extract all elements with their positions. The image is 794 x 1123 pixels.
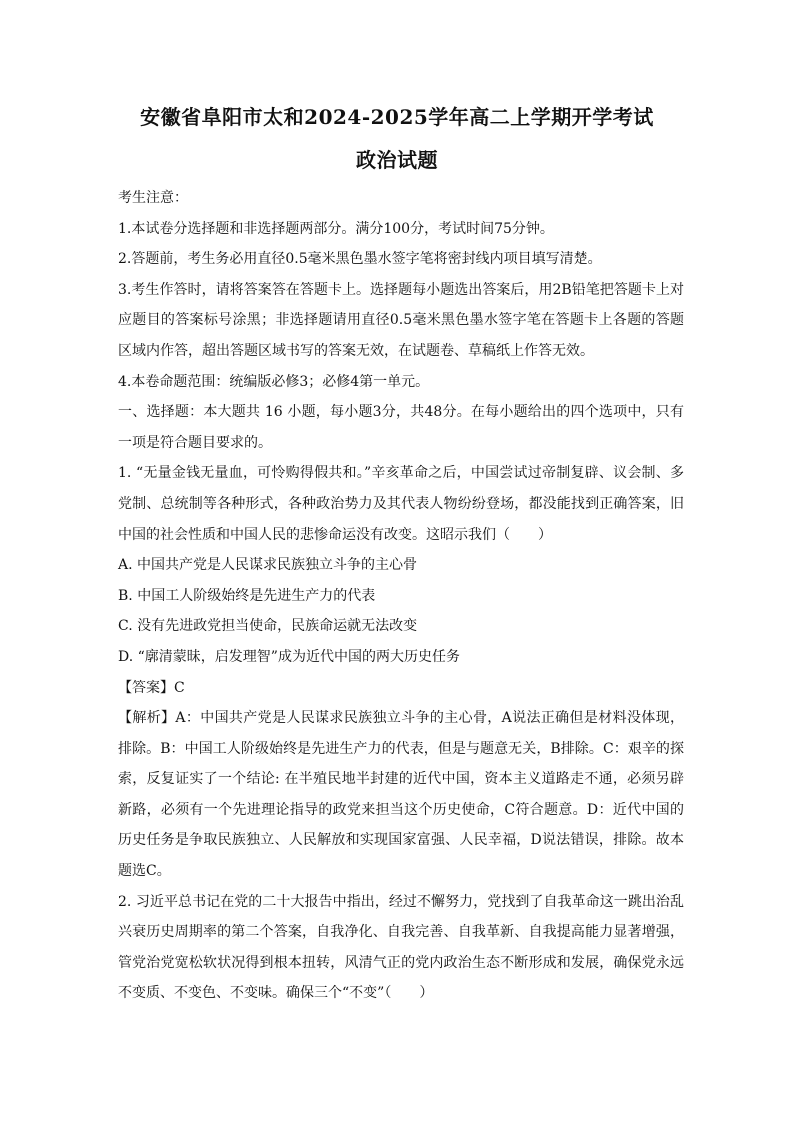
notice-item-3: 3.考生作答时，请将答案答在答题卡上。选择题每小题选出答案后，用2B铅笔把答题卡上对应题目的答案标号涂黑；非选择题请用直径0.5毫米黑色墨水签字笔在答题卡上各题的答题区域内作答，超出答题区域书写的答案无效，在试题卷、草稿纸上作答无效。	[118, 281, 684, 359]
document-title: 安徽省阜阳市太和2024-2025学年高二上学期开学考试	[140, 105, 654, 129]
notice-item-1: 1.本试卷分选择题和非选择题两部分。满分100分，考试时间75分钟。	[118, 220, 554, 237]
question-1-option-a: A. 中国共产党是人民谋求民族独立斗争的主心骨	[118, 557, 418, 574]
notice-item-4: 4.本卷命题范围：统编版必修3；必修4第一单元。	[118, 373, 430, 390]
notice-item-2: 2.答题前，考生务必用直径0.5毫米黑色墨水签字笔将密封线内项目填写清楚。	[118, 251, 602, 268]
section-heading: 一、选择题：本大题共 16 小题，每小题3分，共48分。在每小题给出的四个选项中，只有一项是符合题目要求的。	[118, 404, 684, 451]
question-1-option-b: B. 中国工人阶级始终是先进生产力的代表	[118, 587, 376, 604]
question-1-option-d: D. “廓清蒙昧，启发理智”成为近代中国的两大历史任务	[118, 648, 460, 665]
question-1-option-c: C. 没有先进政党担当使命，民族命运就无法改变	[118, 618, 418, 635]
question-1-answer: 【答案】C	[118, 679, 185, 696]
question-1-analysis: 【解析】A：中国共产党是人民谋求民族独立斗争的主心骨，A说法正确但是材料没体现，排除。B：中国工人阶级始终是先进生产力的代表，但是与题意无关，B排除。C：艰辛的探索，反复证实了一个结论: 在半殖民地半封建的近代中国，资本主义道路走不通，必须另辟新路，必须有一个先进理论指导的政党来担当这个历史使命，C符合题意。D：近代中国的历史任务是争取民族独立、人民解放和实现国家富强、人民幸福，D说法错误，排除。故本题选C。	[118, 710, 684, 880]
question-2-stem: 2. 习近平总书记在党的二十大报告中指出，经过不懈努力，党找到了自我革命这一跳出治乱兴衰历史周期率的第二个答案，自我净化、自我完善、自我革新、自我提高能力显著增强，管党治党宽松软状况得到根本扭转，风清气正的党内政治生态不断形成和发展，确保党永远不变质、不变色、不变味。确保三个“不变”（ ）	[118, 893, 684, 1002]
notice-heading: 考生注意：	[118, 190, 188, 206]
document-body	[118, 183, 684, 1009]
question-1-stem: 1. “无量金钱无量血，可怜购得假共和。”辛亥革命之后，中国尝试过帝制复辟、议会制、多党制、总统制等各种形式，各种政治势力及其代表人物纷纷登场，都没能找到正确答案，旧中国的社会性质和中国人民的悲惨命运没有改变。这昭示我们（ ）	[118, 465, 684, 543]
document-subtitle: 政治试题	[356, 148, 438, 172]
